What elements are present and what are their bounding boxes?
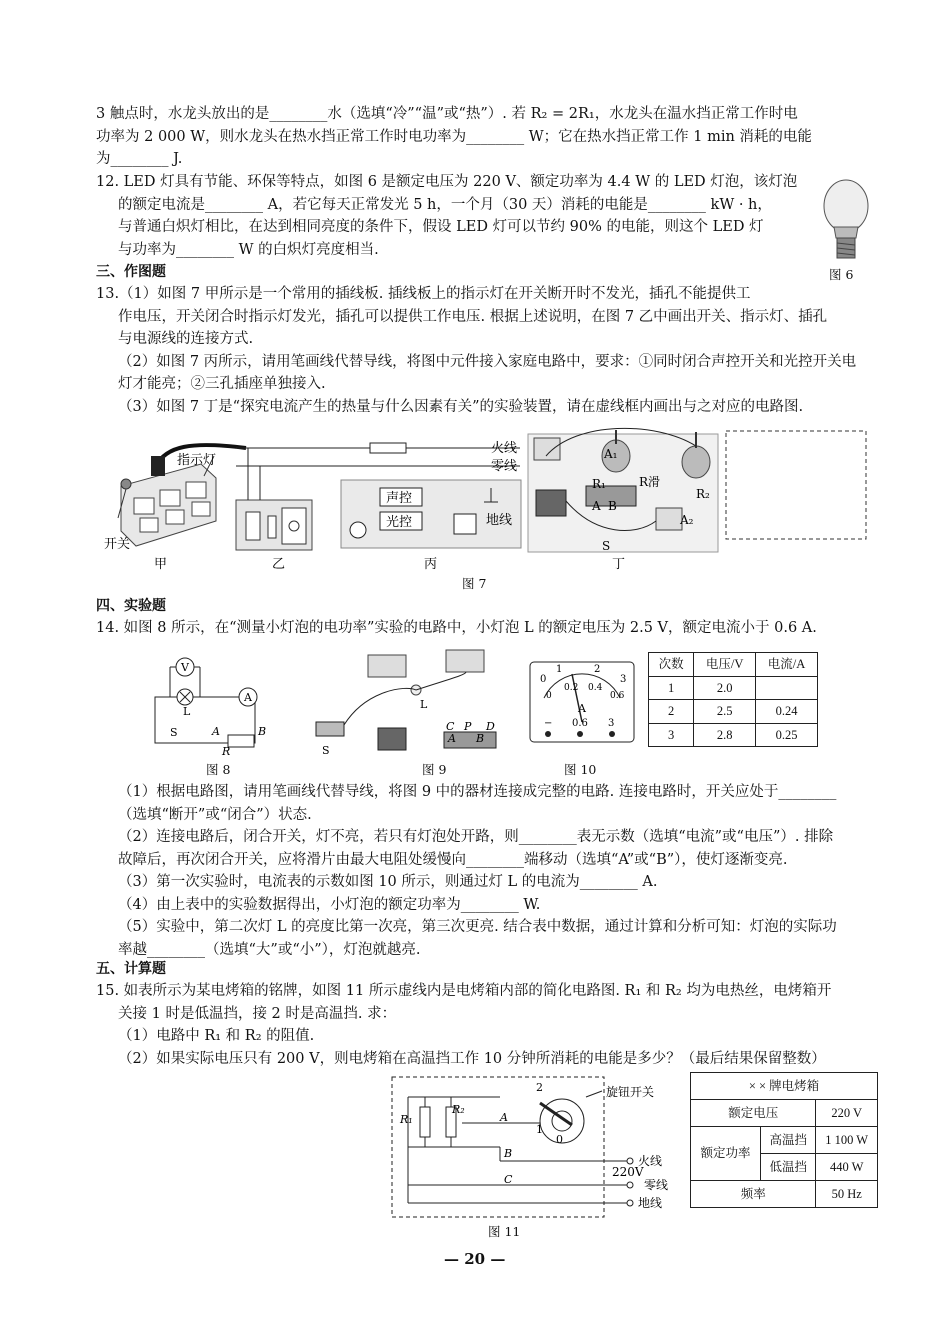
indicator-label: 指示灯 (177, 453, 217, 468)
fig7-a2-label: A₂ (680, 513, 694, 527)
question-12 (96, 171, 797, 261)
terminal-0-6: 0.6 (572, 718, 588, 729)
fig9-lamp-label: L (420, 698, 428, 711)
sub-scale-0-6: 0.6 (610, 691, 625, 701)
node-b-label: B (504, 1147, 513, 1160)
r1-label: R₁ (400, 1113, 413, 1126)
q14-subquestions (96, 781, 837, 961)
q11-line-2: 功率为 2 000 W，则水龙头在热水挡正常工作时电功率为________ W；它在热水挡正常工作 1 min 消耗的电能 (96, 128, 812, 145)
fig11-neutral-label: 零线 (644, 1178, 669, 1192)
fig7-r1-label: R₁ (592, 477, 606, 491)
fig9-b-label: B (476, 732, 485, 745)
nameplate-title: × × 牌电烤箱 (691, 1073, 878, 1100)
fig8-lamp-label: L (183, 705, 191, 718)
q14-s2-line-2: 故障后，再次闭合开关，应将滑片由最大电阻处缓慢向________端移动（选填“A”或“B”），使灯逐渐变亮. (118, 851, 788, 868)
high-temp-value: 1 100 W (816, 1127, 878, 1154)
switch-pos-0: 0 (556, 1133, 563, 1146)
fig11-caption: 图 11 (488, 1224, 521, 1239)
question-13 (96, 283, 856, 418)
table-header-cell: 电压/V (694, 653, 756, 677)
rated-power-label: 额定功率 (691, 1127, 761, 1181)
high-temp-label: 高温挡 (761, 1127, 816, 1154)
fig7-live-label: 火线 (491, 441, 518, 456)
low-temp-label: 低温挡 (761, 1154, 816, 1181)
q14-intro: 14. 如图 8 所示，在“测量小灯泡的电功率”实验的电路中，小灯泡 L 的额定电压为 2.5 V，额定电流小于 0.6 A. (96, 620, 817, 636)
q14-s2-line-1: （2）连接电路后，闭合开关，灯不亮，若只有灯泡处开路，则________表无示数（选填“电流”或“电压”）. 排除 (118, 829, 834, 845)
heating-experiment-drawing (528, 428, 718, 572)
fig7-b-label: B (608, 499, 617, 513)
q14-s1-line-2: （选填“断开”或“闭合”）状态. (118, 806, 312, 823)
fig9-caption: 图 9 (422, 762, 447, 777)
scale-0: 0 (540, 674, 547, 685)
question-15 (96, 980, 831, 1070)
fig7-a-label: A (592, 499, 601, 513)
q14-s5-line-1: （5）实验中，第二次灯 L 的亮度比第一次亮，第三次更亮. 结合表中数据，通过计算和分析可知：灯泡的实际功 (118, 919, 837, 935)
data-table (648, 652, 818, 747)
fig8-a-label: A (212, 725, 220, 738)
table-cell: 2.0 (694, 676, 756, 700)
node-a-label: A (500, 1111, 508, 1124)
q14-s5-line-2: 率越________（选填“大”或“小”），灯泡就越亮. (118, 941, 421, 958)
scale-3: 3 (620, 674, 627, 685)
fig8-ammeter-label: A (244, 691, 252, 704)
switch-pos-1: 1 (536, 1123, 543, 1136)
fig7-r2-label: R₂ (696, 487, 710, 501)
q15-line-3: （1）电路中 R₁ 和 R₂ 的阻值. (118, 1028, 315, 1044)
scale-1: 1 (556, 664, 563, 675)
voltage-label: 220V (612, 1165, 644, 1179)
terminal-minus: − (544, 718, 553, 729)
rated-voltage-value: 220 V (816, 1100, 878, 1127)
frequency-value: 50 Hz (816, 1181, 878, 1208)
table-cell: 0.24 (756, 700, 818, 724)
fig7-ding-label: 丁 (612, 557, 626, 572)
table-cell (756, 676, 818, 700)
table-row (691, 1181, 878, 1208)
fig7-jia-label: 甲 (154, 557, 168, 572)
table-header-cell: 电流/A (756, 653, 818, 677)
sub-scale-0: 0 (546, 691, 552, 701)
table-cell: 1 (649, 676, 694, 700)
fig9-a-label: A (448, 732, 456, 745)
q13-p2-line-2: 灯才能亮；②三孔插座单独接入. (118, 376, 326, 392)
figure-11-circuit (390, 1073, 680, 1223)
q15-line-4: （2）如果实际电压只有 200 V，则电烤箱在高温挡工作 10 分钟所消耗的电能是多少？（最后结果保留整数） (118, 1050, 826, 1067)
table-header-cell: 次数 (649, 653, 694, 677)
q14-s4: （4）由上表中的实验数据得出，小灯泡的额定功率为________ W. (118, 896, 541, 913)
table-row (649, 700, 818, 724)
nameplate-title-row (691, 1073, 878, 1100)
ground-label: 地线 (486, 513, 513, 528)
fig9-d-label: D (486, 720, 495, 733)
terminal-3: 3 (608, 718, 615, 729)
table-cell: 2 (649, 700, 694, 724)
power-strip-drawing (104, 445, 246, 572)
fig7-rp-label: R滑 (639, 475, 661, 489)
q13-p1-line-2: 作电压，开关闭合时指示灯发光，插孔可以提供工作电压. 根据上述说明，在图 7 乙中画出开关、指示灯、插孔 (118, 308, 828, 325)
low-temp-value: 440 W (816, 1154, 878, 1181)
fig8-voltmeter-label: V (181, 661, 189, 674)
section-3-heading: 三、作图题 (96, 264, 166, 280)
frequency-label: 频率 (691, 1181, 816, 1208)
table-cell: 3 (649, 723, 694, 747)
q13-p1-line-1: 13.（1）如图 7 甲所示是一个常用的插线板. 插线板上的指示灯在开关断开时不发光，插孔不能提供工 (96, 286, 751, 302)
figure-9-apparatus (306, 650, 506, 760)
led-bulb-figure (808, 172, 878, 267)
q13-p1-line-3: 与电源线的连接方式. (118, 331, 254, 347)
knob-switch-label: 旋钮开关 (606, 1085, 655, 1099)
switch-label: 开关 (104, 537, 131, 552)
sub-scale-0-2: 0.2 (564, 683, 579, 693)
scale-2: 2 (594, 664, 601, 675)
table-cell: 2.8 (694, 723, 756, 747)
fig7-bing-label: 丙 (424, 557, 438, 572)
oven-nameplate-table (690, 1072, 878, 1208)
fig9-c-label: C (446, 720, 455, 733)
table-row (649, 676, 818, 700)
figure-10-ammeter (528, 660, 638, 754)
figure-8-circuit (150, 655, 270, 758)
switch-pos-2: 2 (536, 1081, 543, 1094)
rated-voltage-label: 额定电压 (691, 1100, 816, 1127)
q14-s1-line-1: （1）根据电路图，请用笔画线代替导线，将图 9 中的器材连接成完整的电路. 连接电路时，开关应处于________ (118, 784, 837, 800)
answer-dashed-box (726, 431, 866, 539)
figure-7 (96, 426, 876, 576)
node-c-label: C (504, 1173, 513, 1186)
sound-switch-label: 声控 (386, 491, 413, 506)
light-switch-label: 光控 (386, 515, 413, 530)
q14-s3: （3）第一次实验时，电流表的示数如图 10 所示，则通过灯 L 的电流为________ A. (118, 874, 658, 890)
table-cell: 2.5 (694, 700, 756, 724)
q15-line-2: 关接 1 时是低温挡，接 2 时是高温挡. 求： (118, 1005, 397, 1022)
q13-p2-line-1: （2）如图 7 丙所示，请用笔画线代替导线，将图中元件接入家庭电路中，要求：①同时闭合声控开关和光控开关电 (118, 353, 857, 370)
ammeter-unit: A (578, 702, 586, 715)
q12-line-2: 的额定电流是________ A，若它每天正常发光 5 h，一个月（30 天）消耗的电能是________ kW · h， (118, 196, 772, 213)
table-cell: 0.25 (756, 723, 818, 747)
fig8-b-label: B (258, 725, 267, 738)
q12-line-3: 与普通白炽灯相比，在达到相同亮度的条件下，假设 LED 灯可以节约 90% 的电能，则这个 LED 灯 (118, 219, 764, 235)
question-11-continued (96, 103, 812, 171)
fig9-p-label: P (464, 720, 472, 733)
section-5-heading: 五、计算题 (96, 961, 166, 977)
r2-label: R₂ (452, 1103, 465, 1116)
fig7-yi-label: 乙 (272, 557, 286, 572)
q11-line-1: 3 触点时，水龙头放出的是________水（选填“冷”“温”或“热”）. 若 R₂ = 2R₁，水龙头在温水挡正常工作时电 (96, 106, 798, 122)
fig8-r-label: R (222, 745, 231, 758)
fig9-switch-label: S (322, 744, 330, 757)
fig10-caption: 图 10 (564, 762, 597, 777)
fig7-neutral-label: 零线 (491, 459, 518, 474)
q11-line-3: 为________ J. (96, 151, 183, 167)
page-number: — 20 — (444, 1250, 506, 1268)
fig8-s-label: S (170, 726, 178, 739)
wiring-diagram-bing (341, 440, 521, 572)
table-row (691, 1127, 878, 1154)
fig8-caption: 图 8 (206, 762, 231, 777)
fig11-live-label: 火线 (638, 1154, 663, 1168)
fig7-s-label: S (602, 539, 611, 553)
table-header-row (649, 653, 818, 677)
q12-line-4: 与功率为________ W 的白炽灯亮度相当. (118, 241, 379, 258)
q15-line-1: 15. 如表所示为某电烤箱的铭牌，如图 11 所示虚线内是电烤箱内部的简化电路图. R₁ 和 R₂ 均为电热丝，电烤箱开 (96, 983, 832, 999)
fig6-caption: 图 6 (829, 267, 854, 282)
section-4-heading: 四、实验题 (96, 598, 166, 614)
sub-scale-0-4: 0.4 (588, 683, 603, 693)
table-row (691, 1100, 878, 1127)
fig7-a1-label: A₁ (604, 447, 618, 461)
fig11-ground-label: 地线 (638, 1196, 663, 1210)
q12-line-1: 12. LED 灯具有节能、环保等特点，如图 6 是额定电压为 220 V、额定功率为 4.4 W 的 LED 灯泡，该灯泡 (96, 174, 798, 190)
q13-p3: （3）如图 7 丁是“探究电流产生的热量与什么因素有关”的实验装置，请在虚线框内画出与之对应的电路图. (118, 398, 804, 415)
fig7-caption: 图 7 (462, 576, 487, 591)
table-row (649, 723, 818, 747)
